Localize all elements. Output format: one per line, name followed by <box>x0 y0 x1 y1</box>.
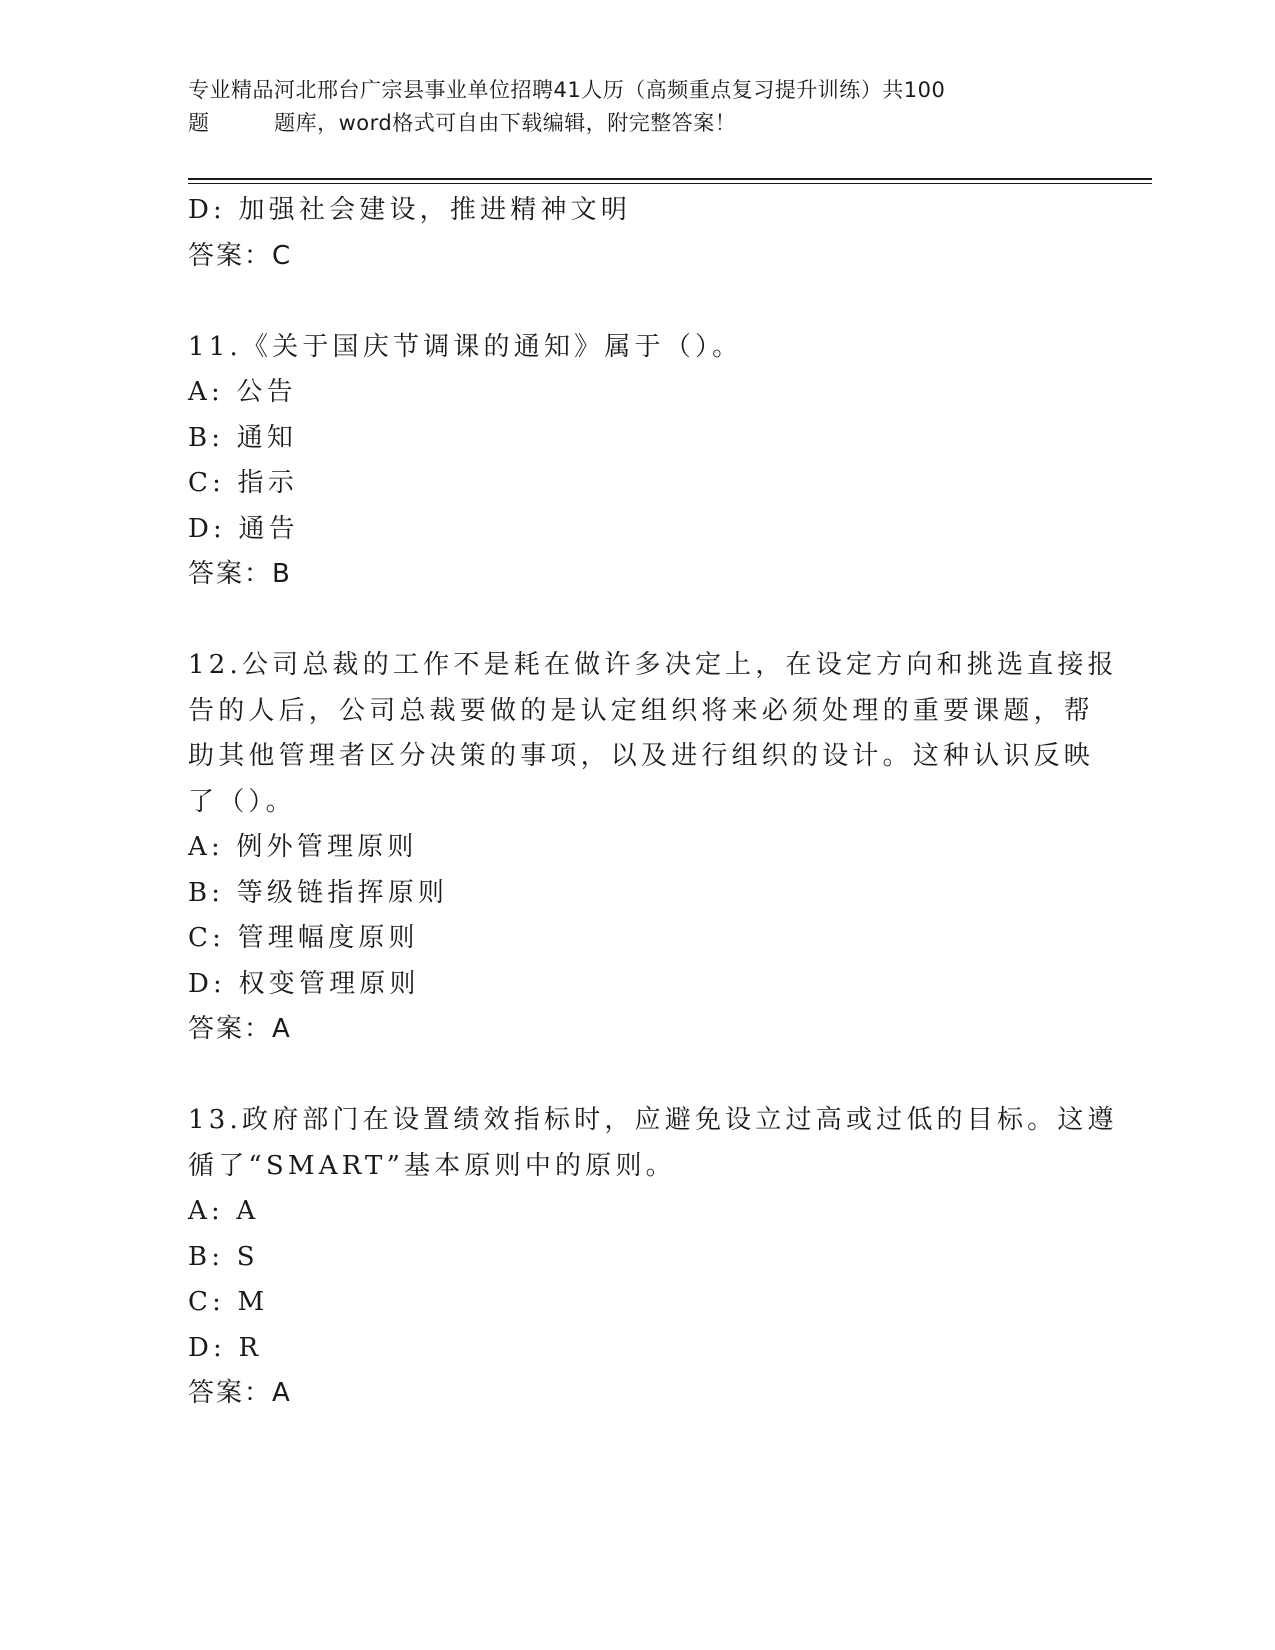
question-stem-line-1: 13.政府部门在设置绩效指标时，应避免设立过高或过低的目标。这遵 <box>188 1105 1118 1135</box>
answer-line: 答案：A <box>188 1014 292 1044</box>
option-d: D: 权变管理原则 <box>188 968 420 999</box>
question-11 <box>188 325 1088 598</box>
option-c: C: 管理幅度原则 <box>188 923 419 953</box>
option-b: B: 等级链指挥原则 <box>188 877 449 908</box>
option-a: A: A <box>188 1196 260 1226</box>
option-c: C: M <box>188 1287 269 1317</box>
question-stem-line-3: 助其他管理者区分决策的事项，以及进行组织的设计。这种认识反映 <box>188 741 1095 771</box>
option-a: A: 公告 <box>188 377 297 407</box>
option-d: D: 加强社会建设，推进精神文明 <box>188 195 632 225</box>
page-header <box>188 74 1088 140</box>
question-stem: 11.《关于国庆节调课的通知》属于（）。 <box>188 331 743 362</box>
previous-question-tail <box>188 188 1088 279</box>
question-12 <box>188 643 1118 1053</box>
question-stem-line-2: 循了“SMART”基本原则中的原则。 <box>188 1150 676 1181</box>
option-d: D: R <box>188 1332 263 1363</box>
header-title-line-1: 专业精品河北邢台广宗县事业单位招聘41人历（高频重点复习提升训练）共100 <box>188 78 946 102</box>
answer-line: 答案：A <box>188 1378 292 1408</box>
question-stem-line-2: 告的人后，公司总裁要做的是认定组织将来必须处理的重要课题，帮 <box>188 695 1095 726</box>
header-title-line-2: 题 题库，word格式可自由下载编辑，附完整答案！ <box>188 111 737 135</box>
header-rule-thick <box>188 178 1152 180</box>
spacer <box>188 1053 1088 1099</box>
spacer <box>188 279 1088 325</box>
header-rule-thin <box>188 183 1152 184</box>
question-13 <box>188 1098 1118 1417</box>
option-d: D: 通告 <box>188 513 299 544</box>
question-stem-line-4: 了（）。 <box>188 786 296 817</box>
question-content <box>188 188 1118 1417</box>
option-c: C: 指示 <box>188 468 298 498</box>
spacer <box>188 598 1088 644</box>
answer-line: 答案：B <box>188 559 292 589</box>
option-a: A: 例外管理原则 <box>188 832 418 862</box>
question-stem-line-1: 12.公司总裁的工作不是耗在做许多决定上，在设定方向和挑选直接报 <box>188 650 1118 680</box>
option-b: B: S <box>188 1241 259 1272</box>
answer-line: 答案：C <box>188 240 293 271</box>
option-b: B: 通知 <box>188 422 298 453</box>
